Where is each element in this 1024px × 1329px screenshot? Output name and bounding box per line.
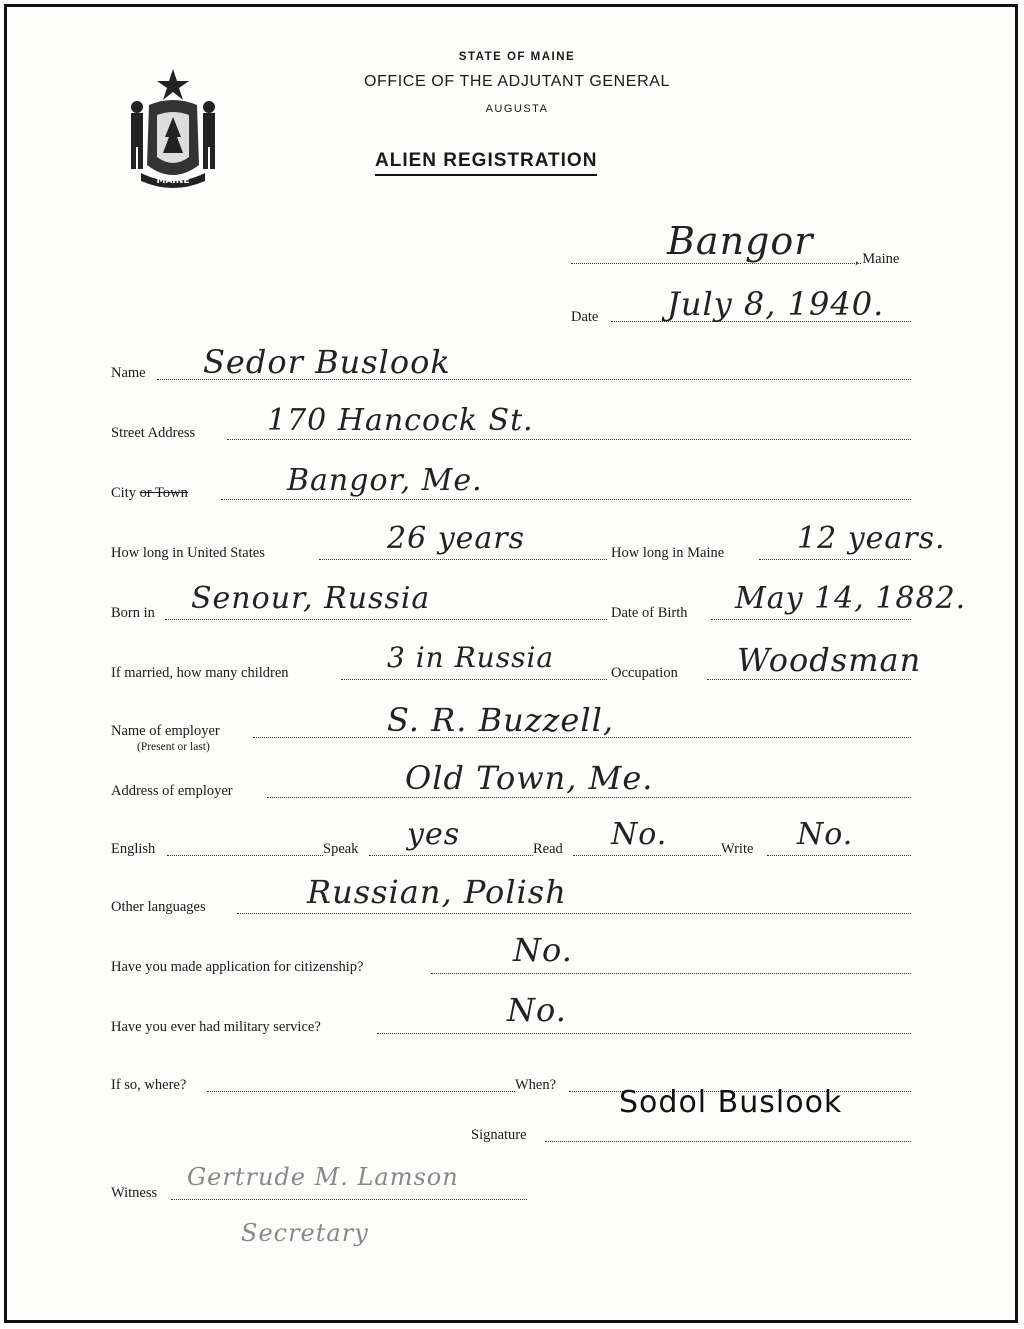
city-heading: AUGUSTA [485,103,549,115]
svg-text:MAINE: MAINE [156,176,190,186]
state-heading: STATE OF MAINE [458,51,576,63]
witness-label: Witness [111,1185,158,1201]
read-line [573,855,721,856]
us-time-line [319,559,607,560]
city-label: City [111,485,136,501]
military-value: No. [507,991,567,1029]
where-line [207,1091,515,1092]
office-heading: OFFICE OF THE ADJUTANT GENERAL [363,73,671,90]
maine-time-value: 12 years. [797,521,946,556]
citizenship-value: No. [513,931,573,969]
employer-label: Name of employer [111,723,220,739]
name-label: Name [111,365,146,381]
maine-time-line [759,559,911,560]
employer-sublabel: (Present or last) [137,741,210,753]
employer-address-value: Old Town, Me. [405,759,654,797]
english-label: English [111,841,156,857]
children-label: If married, how many children [111,665,289,681]
born-label: Born in [111,605,155,621]
where-label: If so, where? [111,1077,187,1093]
dob-line [711,619,911,620]
signature-value: Sodol Buslook [619,1085,843,1120]
city-value: Bangor, Me. [287,463,483,498]
english-line [167,855,323,856]
write-value: No. [797,817,854,852]
other-languages-label: Other languages [111,899,206,915]
when-label: When? [515,1077,557,1093]
date-label: Date [571,309,599,325]
military-line [377,1033,911,1034]
speak-label: Speak [323,841,359,857]
employer-address-line [267,797,911,798]
born-line [165,619,607,620]
occupation-line [707,679,911,680]
read-value: No. [611,817,668,852]
witness-value: Gertrude M. Lamson [187,1163,459,1191]
witness-title: Secretary [241,1219,369,1247]
children-value: 3 in Russia [387,641,555,674]
write-line [767,855,911,856]
city-label-wrap [111,485,188,502]
military-label: Have you ever had military service? [111,1019,321,1035]
date-value: July 8, 1940. [667,285,885,323]
citizenship-line [431,973,911,974]
occupation-label: Occupation [611,665,678,681]
employer-address-label: Address of employer [111,783,233,799]
employer-value: S. R. Buzzell, [387,701,614,739]
read-label: Read [533,841,563,857]
other-languages-line [237,913,911,914]
form-sheet [4,4,1018,1323]
children-line [341,679,607,680]
city-struck-text: or Town [139,485,188,501]
other-languages-value: Russian, Polish [307,873,567,911]
occupation-value: Woodsman [737,641,922,679]
place-line [571,263,861,264]
born-value: Senour, Russia [191,581,431,616]
page-title: ALIEN REGISTRATION [375,150,597,176]
street-label: Street Address [111,425,196,441]
dob-label: Date of Birth [611,605,688,621]
city-line [221,499,911,500]
us-time-value: 26 years [387,521,526,556]
witness-line [171,1199,527,1200]
maine-time-label: How long in Maine [611,545,725,561]
signature-label: Signature [471,1127,527,1143]
name-value: Sedor Buslook [203,343,451,381]
state-seal [119,65,227,191]
write-label: Write [721,841,754,857]
citizenship-label: Have you made application for citizenship? [111,959,364,975]
speak-value: yes [407,817,461,852]
us-time-label: How long in United States [111,545,265,561]
place-suffix: , Maine [855,251,900,267]
speak-line [369,855,533,856]
place-value: Bangor [667,219,814,263]
street-value: 170 Hancock St. [267,403,534,438]
signature-line [545,1141,911,1142]
dob-value: May 14, 1882. [735,581,967,616]
street-line [227,439,911,440]
